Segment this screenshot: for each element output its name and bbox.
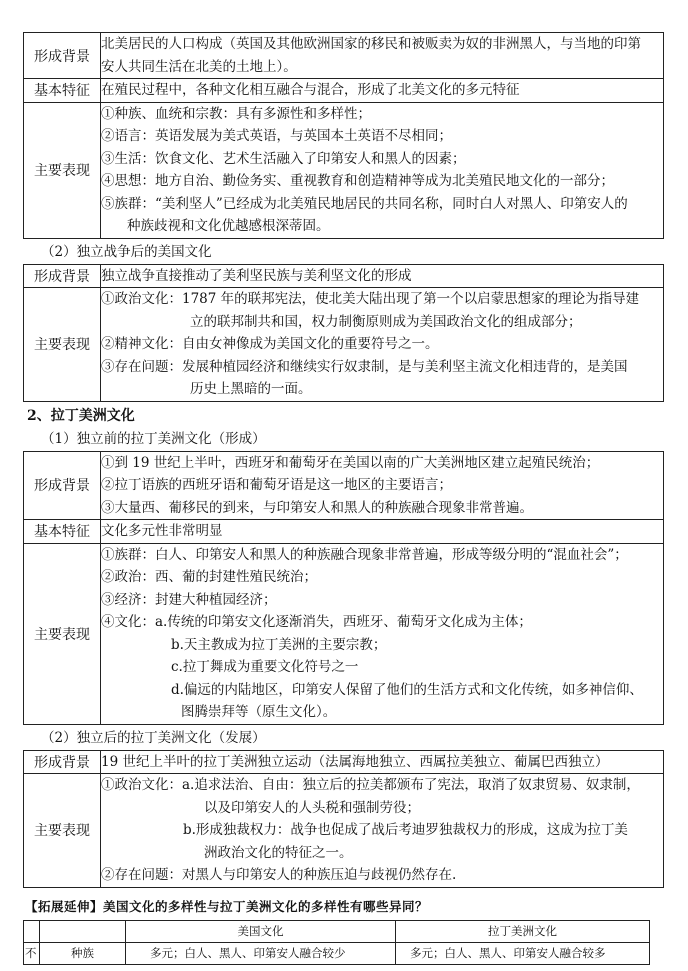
table-row <box>24 774 664 888</box>
table-row <box>24 288 664 402</box>
table-row <box>24 102 664 238</box>
text-line: ①政治文化：1787 年的联邦宪法，使北美大陆出现了第一个以启蒙思想家的理论为指导建 <box>101 291 640 307</box>
row-content <box>101 451 664 520</box>
row-header: 基本特征 <box>24 520 101 544</box>
table-row <box>24 451 664 520</box>
column-header-latin: 拉丁美洲文化 <box>396 920 650 942</box>
post-independence-latin-culture-table <box>23 750 664 888</box>
table-cell: 种族 <box>40 942 126 964</box>
text-line: 独立战争直接推动了美利坚民族与美利坚文化的形成 <box>101 267 412 284</box>
row-header: 主要表现 <box>24 543 101 724</box>
row-header: 形成背景 <box>24 451 101 520</box>
comparison-table <box>23 920 650 965</box>
row-header: 主要表现 <box>24 774 101 888</box>
north-america-culture-table <box>23 32 664 239</box>
row-header: 形成背景 <box>24 750 101 774</box>
row-header: 主要表现 <box>24 288 101 402</box>
column-header-us: 美国文化 <box>126 920 396 942</box>
table-cell: 多元；白人、黑人、印第安人融合较少 <box>126 942 396 964</box>
section-title: 2、拉丁美洲文化 <box>27 407 135 424</box>
text-line: 图腾崇拜等（原生文化）。 <box>181 704 337 720</box>
text-line: 立的联邦制共和国，权力制衡原则成为美国政治文化的组成部分； <box>190 313 582 330</box>
text-line: 种族歧视和文化优越感根深蒂固。 <box>127 218 330 234</box>
row-header: 形成背景 <box>24 264 101 288</box>
table-row <box>24 750 664 774</box>
text-line: b.天主教成为拉丁美洲的主要宗教； <box>171 636 387 653</box>
text-line: ①政治文化：a.追求法治、自由：独立后的拉美都颁布了宪法，取消了奴隶贸易、奴隶制， <box>101 777 640 793</box>
section-caption: （2）独立战争后的美国文化 <box>41 243 212 260</box>
text-line: ④思想：地方自治、勤俭务实、重视教育和创造精神等成为北美殖民地文化的一部分； <box>101 173 614 189</box>
row-header: 基本特征 <box>24 79 101 103</box>
table-row <box>24 942 650 964</box>
text-line: ②语言：英语发展为美式英语，与英国本土英语不尽相同； <box>101 128 452 144</box>
text-line: ⑤族群：“美利坚人”已经成为北美殖民地居民的共同名称，同时白人对黑人、印第安人的 <box>101 195 628 212</box>
text-line: ②存在问题：对黑人与印第安人的种族压迫与歧视仍然存在. <box>101 867 457 883</box>
row-content <box>101 79 664 103</box>
table-row <box>24 520 664 544</box>
post-independence-us-culture-table <box>23 264 664 402</box>
section-caption: （2）独立后的拉丁美洲文化（发展） <box>41 729 266 746</box>
text-line: 在殖民过程中，各种文化相互融合与混合，形成了北美文化的多元特征 <box>101 82 520 98</box>
row-content <box>101 102 664 238</box>
text-line: 历史上黑暗的一面。 <box>190 381 312 397</box>
table-cell <box>24 920 40 942</box>
text-line: 文化多元性非常明显 <box>101 523 223 539</box>
text-line: ②精神文化：自由女神像成为美国文化的重要符号之一。 <box>101 336 439 352</box>
row-header: 主要表现 <box>24 102 101 238</box>
table-row <box>24 543 664 724</box>
text-line: ①族群：白人、印第安人和黑人的种族融合现象非常普遍，形成等级分明的“混血社会”； <box>101 546 628 563</box>
table-cell: 多元；白人、黑人、印第安人融合较多 <box>396 942 650 964</box>
section-caption: （1）独立前的拉丁美洲文化（形成） <box>41 430 266 447</box>
text-line: ②政治：西、葡的封建性殖民统治； <box>101 569 317 585</box>
text-line: ③经济：封建大种植园经济； <box>101 591 277 608</box>
text-line: b.形成独裁权力：战争也促成了战后考迪罗独裁权力的形成，这成为拉丁美 <box>183 822 628 838</box>
text-line: 洲政治文化的特征之一。 <box>204 844 353 861</box>
table-cell <box>40 920 126 942</box>
row-content <box>101 288 664 402</box>
text-line: ③存在问题：发展种植园经济和继续实行奴隶制，是与美利坚主流文化相违背的，是美国 <box>101 358 628 375</box>
table-row <box>24 920 650 942</box>
text-line: 安人共同生活在北美的土地上）。 <box>101 58 297 75</box>
text-line: ①到 19 世纪上半叶，西班牙和葡萄牙在美国以南的广大美洲地区建立起殖民统治； <box>101 454 600 471</box>
row-content <box>101 33 664 79</box>
text-line: ①种族、血统和宗教：具有多源性和多样性； <box>101 105 371 122</box>
row-header: 形成背景 <box>24 33 101 79</box>
text-line: ②拉丁语族的西班牙语和葡萄牙语是这一地区的主要语言； <box>101 477 452 493</box>
pre-independence-latin-culture-table <box>23 451 664 725</box>
text-line: 19 世纪上半叶的拉丁美洲独立运动（法属海地独立、西属拉美独立、葡属巴西独立） <box>101 753 609 770</box>
table-cell: 不 <box>24 942 40 964</box>
text-line: c.拉丁舞成为重要文化符号之一 <box>171 659 359 675</box>
extension-question: 【拓展延伸】美国文化的多样性与拉丁美洲文化的多样性有哪些异同？ <box>25 898 429 914</box>
text-line: ③生活：饮食文化、艺术生活融入了印第安人和黑人的因素； <box>101 150 466 167</box>
row-content <box>101 264 664 288</box>
table-row <box>24 79 664 103</box>
row-content <box>101 774 664 888</box>
text-line: d.偏远的内陆地区，印第安人保留了他们的生活方式和文化传统，如多神信仰、 <box>171 681 643 698</box>
row-content <box>101 543 664 724</box>
text-line: ③大量西、葡移民的到来，与印第安人和黑人的种族融合现象非常普遍。 <box>101 499 533 516</box>
text-line: ④文化：a.传统的印第安文化逐渐消失，西班牙、葡萄牙文化成为主体； <box>101 614 532 630</box>
text-line: 以及印第安人的人头税和强制劳役； <box>204 799 420 816</box>
table-row <box>24 264 664 288</box>
row-content <box>101 520 664 544</box>
text-line: 北美居民的人口构成（英国及其他欧洲国家的移民和被贩卖为奴的非洲黑人，与当地的印第 <box>101 36 641 52</box>
table-row <box>24 33 664 79</box>
row-content <box>101 750 664 774</box>
page <box>23 32 664 965</box>
